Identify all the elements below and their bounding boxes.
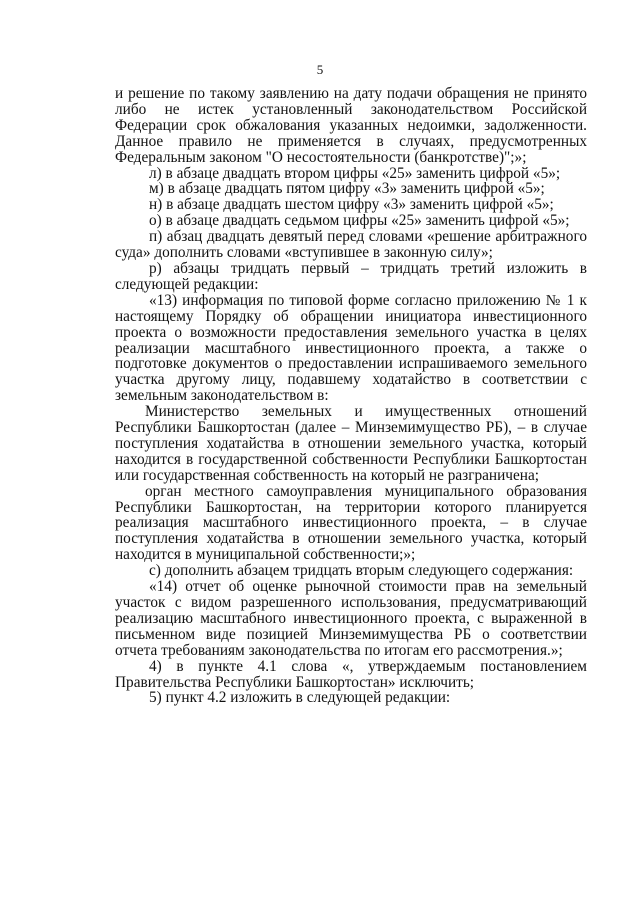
paragraph-item-5: 5) пункт 4.2 изложить в следующей редакции: [149,689,451,707]
page-number: 5 [316,62,324,77]
paragraph-item-o: о) в абзаце двадцать седьмом цифры «25» заменить цифрой «5»; [149,212,570,230]
paragraph-item-l: л) в абзаце двадцать втором цифры «25» заменить цифрой «5»; [149,164,561,182]
paragraph-ministry: Министерство земельных и имущественных отношений Республики Башкортостан (далее – Минземимущество РБ), – в случае поступления ходатайства в отношении земельного участка, который находится в государственной собственности Республики Башкортостан или государственная собственность на который не разграничена; [115,403,587,484]
paragraph-item-n: н) в абзаце двадцать шестом цифру «3» заменить цифрой «5»; [149,196,554,214]
paragraph-item-s: с) дополнить абзацем тридцать вторым следующего содержания: [149,562,574,580]
paragraph-item-m: м) в абзаце двадцать пятом цифру «3» заменить цифрой «5»; [149,180,545,198]
paragraph-clause-14: «14) отчет об оценке рыночной стоимости прав на земельный участок с видом разрешенного использования, предусматривающий реализацию масштабного инвестиционного проекта, с выраженной в письменном виде позицией Минземимущества РБ о соответствии отчета требованиям законодательства по итогам его рассмотрения.»; [115,578,587,659]
paragraph-local-authority: орган местного самоуправления муниципального образования Республики Башкортостан, на территории которого планируется реализация масштабного инвестиционного проекта, – в случае поступления ходатайства в отношении земельного участка, который находится в муниципальной собственности;»; [115,482,587,564]
paragraph-item-r: р) абзацы тридцать первый – тридцать третий изложить в следующей редакции: [115,259,587,293]
paragraph-clause-13: «13) информация по типовой форме согласно приложению № 1 к настоящему Порядку об обращении инициатора инвестиционного проекта о возможности предоставления земельного участка в целях реализации масштабного инвестиционного проекта, а также о подготовке документов о предоставлении испрашиваемого земельного участка другому лицу, подавшему ходатайство в соответствии с земельным законодательством в: [115,291,587,405]
paragraph-item-p: п) абзац двадцать девятый перед словами «решение арбитражного суда» дополнить словами «вступившее в законную силу»; [115,228,587,262]
paragraph-continuation: и решение по такому заявлению на дату подачи обращения не принято либо не истек установленный законодательством Российской Федерации срок обжалования указанных недоимки, задолженности. Данное правило не применяется в случаях, предусмотренных Федеральным законом "О несостоятельности (банкротстве)";»; [115,85,587,166]
document-body [115,86,587,706]
paragraph-item-4: 4) в пункте 4.1 слова «, утверждаемым постановлением Правительства Республики Башкортостан» исключить; [115,657,587,691]
